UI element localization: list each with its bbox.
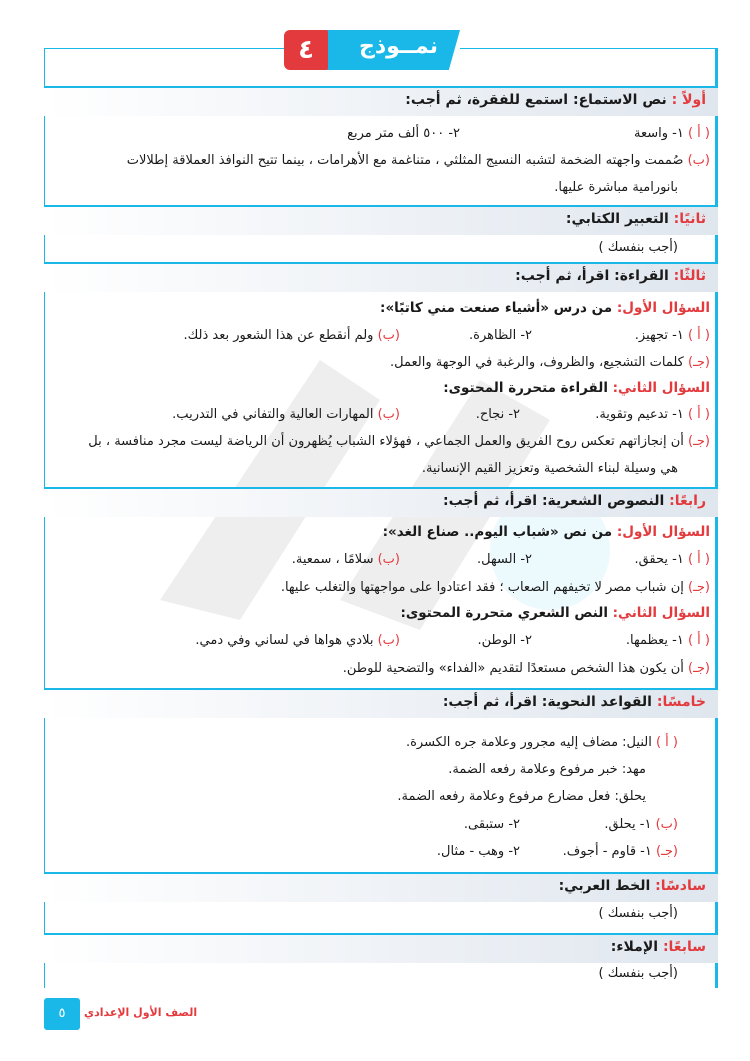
- answer-mark: (جـ): [688, 580, 710, 595]
- frame-left-border: [44, 48, 45, 988]
- answer-line: [599, 966, 679, 981]
- answer-mark: (ب): [377, 552, 400, 567]
- answer-line: [604, 817, 678, 832]
- answer-text: ٢- نجاح.: [475, 407, 520, 422]
- question-text: من درس «أشياء صنعت مني كاتبًا»:: [380, 300, 613, 316]
- section-ordinal: ثانيًا:: [673, 211, 706, 227]
- answer-text: (أجب بنفسك ): [598, 240, 678, 255]
- answer-text: بانورامية مباشرة عليها.: [554, 180, 678, 195]
- section-ordinal: سادسًا:: [655, 878, 706, 894]
- answer-line: [172, 407, 400, 422]
- answer-line: [595, 407, 710, 422]
- answer-line: [183, 328, 400, 343]
- answer-text: ١- قاوم - أجوف.: [562, 844, 652, 859]
- answer-line: [469, 328, 532, 343]
- section-ordinal: ثالثًا:: [673, 268, 706, 284]
- answer-mark: ( أ ): [655, 735, 678, 750]
- answer-line: [634, 126, 710, 141]
- answer-mark: (ب): [687, 153, 710, 168]
- question-label: السؤال الأول:: [616, 524, 710, 540]
- answer-text: (أجب بنفسك ): [598, 906, 678, 921]
- question-text: النص الشعري متحررة المحتوى:: [400, 605, 608, 621]
- answer-line: [634, 552, 710, 567]
- answer-mark: ( أ ): [687, 407, 710, 422]
- answer-mark: (ب): [377, 407, 400, 422]
- answer-text: بلادي هواها في لساني وفي دمي.: [195, 633, 374, 648]
- section-ordinal: رابعًا:: [669, 493, 706, 509]
- question-heading: [443, 380, 710, 396]
- answer-text: ١- تدعيم وتقوية.: [595, 407, 684, 422]
- answer-text: صُممت واجهته الضخمة لتشبه النسيج المثلثي ، متناغمة مع الأهرامات ، بينما تتيح النوافذ العملاقة إطلالات: [126, 153, 684, 168]
- answer-line: [397, 789, 646, 804]
- frame-right-border: [715, 48, 718, 988]
- section-title: نص الاستماع: استمع للفقرة، ثم أجب:: [405, 92, 667, 108]
- page-footer: [44, 998, 224, 1030]
- answer-line: [478, 633, 532, 648]
- answer-line: [477, 552, 532, 567]
- section-header-poetry: [44, 487, 718, 517]
- section-title: القواعد النحوية: اقرأ، ثم أجب:: [442, 694, 652, 710]
- answer-text: ١- يعظمها.: [625, 633, 684, 648]
- answer-line: [437, 844, 520, 859]
- answer-text: إن شباب مصر لا تخيفهم الصعاب ؛ فقد اعتادوا على مواجهتها والتغلب عليها.: [280, 580, 684, 595]
- answer-line: [422, 461, 678, 476]
- answer-line: [347, 126, 460, 141]
- question-label: السؤال الثاني:: [612, 605, 710, 621]
- answer-mark: (جـ): [688, 434, 710, 449]
- section-title: الإملاء:: [610, 939, 659, 955]
- model-title: نمــوذج: [359, 34, 438, 59]
- section-ordinal: سابعًا:: [662, 939, 706, 955]
- answer-line: [448, 762, 646, 777]
- answer-text: أن إنجازاتهم تعكس روح الفريق والعمل الجماعي ، فهؤلاء الشباب يُظهرون أن الرياضة ليست مجرد منافسة ، بل: [88, 434, 684, 449]
- section-ordinal: أولاً :: [671, 92, 706, 108]
- section-ordinal: خامسًا:: [656, 694, 706, 710]
- answer-text: ٢- وهب - مثال.: [436, 844, 520, 859]
- section-title: النصوص الشعرية: اقرأ، ثم أجب:: [442, 493, 665, 509]
- answer-line: [599, 906, 679, 921]
- answer-line: [390, 355, 710, 370]
- answer-text: (أجب بنفسك ): [598, 966, 678, 981]
- question-label: السؤال الثاني:: [612, 380, 710, 396]
- section-header-writing: [44, 205, 718, 235]
- section-title: الخط العربي:: [558, 878, 651, 894]
- answer-text: مهد: خبر مرفوع وعلامة رفعه الضمة.: [448, 762, 646, 777]
- question-text: من نص «شباب اليوم.. صناع الغد»:: [382, 524, 613, 540]
- question-text: القراءة متحررة المحتوى:: [443, 380, 608, 396]
- answer-line: [88, 434, 710, 449]
- answer-text: يحلق: فعل مضارع مرفوع وعلامة رفعه الضمة.: [397, 789, 646, 804]
- section-header-calligraphy: [44, 872, 718, 902]
- answer-text: كلمات التشجيع، والظروف، والرغبة في الوجهة والعمل.: [390, 355, 684, 370]
- answer-line: [476, 407, 520, 422]
- answer-line: [554, 180, 678, 195]
- answer-mark: ( أ ): [687, 633, 710, 648]
- section-header-dictation: [44, 933, 718, 963]
- answer-line: [195, 633, 400, 648]
- answer-line: [599, 240, 679, 255]
- answer-text: ١- يحلق.: [604, 817, 652, 832]
- question-heading: [400, 605, 710, 621]
- answer-mark: (جـ): [656, 844, 678, 859]
- answer-mark: (جـ): [688, 661, 710, 676]
- answer-text: ٢- الظاهرة.: [469, 328, 532, 343]
- answer-line: [626, 633, 710, 648]
- answer-mark: (ب): [377, 328, 400, 343]
- answer-text: المهارات العالية والتفاني في التدريب.: [172, 407, 374, 422]
- answer-text: ١- يحقق.: [634, 552, 684, 567]
- answer-line: [406, 735, 678, 750]
- answer-line: [563, 844, 678, 859]
- answer-line: [635, 328, 710, 343]
- section-title: التعبير الكتابي:: [565, 211, 669, 227]
- answer-text: سلامًا ، سمعية.: [291, 552, 374, 567]
- answer-text: ١- تجهيز.: [634, 328, 684, 343]
- answer-text: هي وسيلة لبناء الشخصية وتعزيز القيم الإنسانية.: [421, 461, 678, 476]
- answer-text: أن يكون هذا الشخص مستعدًا لتقديم «الفداء» والتضحية للوطن.: [342, 661, 684, 676]
- answer-mark: ( أ ): [687, 552, 710, 567]
- frame-top-border: [460, 48, 718, 49]
- answer-line: [127, 153, 710, 168]
- question-label: السؤال الأول:: [616, 300, 710, 316]
- grade-label: الصف الأول الإعدادي: [84, 1006, 198, 1019]
- answer-mark: ( أ ): [687, 126, 710, 141]
- model-number: ٤: [284, 30, 328, 70]
- question-heading: [380, 300, 710, 316]
- answer-text: ٢- الوطن.: [477, 633, 532, 648]
- section-header-listening: [44, 86, 718, 116]
- page-number: ٥: [44, 998, 80, 1030]
- section-header-grammar: [44, 688, 718, 718]
- answer-text: النيل: مضاف إليه مجرور وعلامة جره الكسرة.: [405, 735, 652, 750]
- answer-text: ٢- ٥٠٠ ألف متر مربع: [347, 126, 460, 141]
- answer-text: ولم أنقطع عن هذا الشعور بعد ذلك.: [183, 328, 374, 343]
- answer-line: [464, 817, 520, 832]
- section-title: القراءة: اقرأ، ثم أجب:: [515, 268, 669, 284]
- answer-text: ١- واسعة: [633, 126, 684, 141]
- answer-mark: (ب): [655, 817, 678, 832]
- answer-mark: (ب): [377, 633, 400, 648]
- answer-line: [343, 661, 710, 676]
- answer-line: [292, 552, 400, 567]
- answer-text: ٢- ستبقى.: [463, 817, 520, 832]
- answer-mark: ( أ ): [687, 328, 710, 343]
- question-heading: [383, 524, 710, 540]
- model-header-ribbon: [284, 30, 460, 70]
- answer-mark: (جـ): [688, 355, 710, 370]
- answer-line: [281, 580, 710, 595]
- frame-top-border: [44, 48, 284, 49]
- answer-text: ٢- السهل.: [477, 552, 532, 567]
- section-header-reading: [44, 262, 718, 292]
